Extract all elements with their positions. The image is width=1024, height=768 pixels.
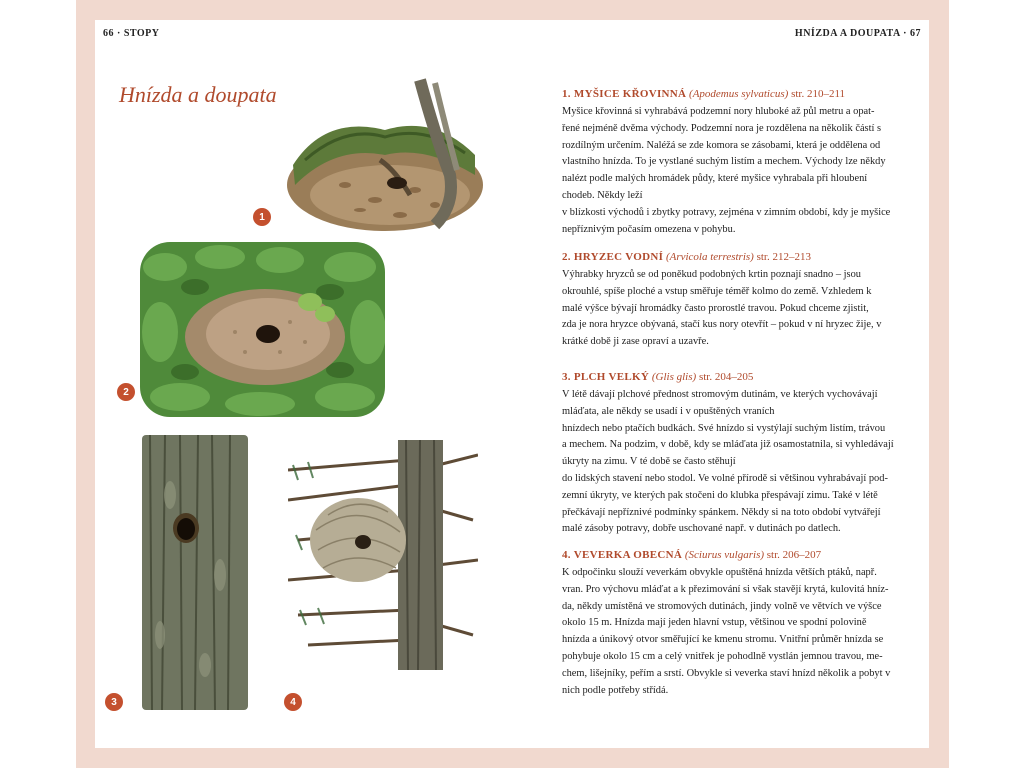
body-line: zemní úkryty, ve kterých pak stočeni do klubka přespávají zimu. Také v létě	[562, 489, 878, 501]
body-line: zda je nora hryzce obývaná, stačí kus nory otevřít – pokud v ní hryzec žije, v	[562, 319, 882, 331]
body-line: nich podle potřeby střídá.	[562, 684, 669, 696]
body-line: okolo 15 m. Hnízda mají jeden hlavní vstup, většinou ve spodní polovině	[562, 617, 867, 629]
body-line: hnízdech nebo ptačích budkách. Své hnízdo si vystýlají suchým listím, trávou	[562, 422, 886, 434]
entry-title	[562, 548, 907, 563]
entry-body	[562, 267, 907, 351]
water-vole-mound-illustration	[140, 242, 385, 417]
body-line: krátké době ji zase opraví a uzavře.	[562, 336, 709, 348]
body-line: mláďata, ale někdy se usadí i v opuštěných vraních	[562, 405, 775, 417]
entry-latin: (Apodemus sylvaticus)	[689, 88, 789, 100]
entry-pages: str. 206–207	[766, 549, 822, 561]
wood-mouse-burrow-illustration	[285, 75, 485, 235]
badge-3: 3	[105, 693, 123, 711]
body-line: vran. Pro výchovu mláďat a k přezimování si však stavějí krytá, kulovitá hníz-	[562, 583, 889, 595]
running-header-right: HNÍZDA A DOUPATA · 67	[794, 28, 921, 39]
body-line: a mechem. Na podzim, v době, kdy se mláďata již osamostatnila, si vyhledávají	[562, 439, 894, 451]
body-line: přečkávají nepříznivé podmínky spánkem. Někdy si na toto období vytvářejí	[562, 506, 881, 518]
entry-pages: str. 212–213	[756, 251, 811, 263]
entry-body	[562, 387, 907, 538]
body-line: chodeb. Někdy leží	[562, 189, 643, 201]
body-line: pohybuje okolo 15 cm a celý vnitřek je pohodlně vystlán jemnou travou, me-	[562, 650, 883, 662]
entry-label: 2. HRYZEC VODNÍ	[562, 251, 664, 263]
badge-4: 4	[284, 693, 302, 711]
entry-latin: (Glis glis)	[651, 371, 697, 383]
entry-body	[562, 104, 907, 238]
body-line: Výhrabky hryzců se od poněkud podobných krtin poznají snadno – jsou	[562, 269, 861, 280]
body-line: nalézt podle malých hromádek půdy, které myšice vyhrabala při hloubení	[562, 173, 868, 185]
body-line: Myšice křovinná si vyhrabává podzemní nory hluboké až půl metru a opat-	[562, 106, 875, 117]
entry-title	[562, 250, 907, 265]
body-line: V létě dávají plchové přednost stromovým dutinám, ve kterých vychovávají	[562, 389, 878, 400]
page-title: Hnízda a doupata	[119, 82, 277, 107]
body-line: hnízda a únikový otvor směřující ke kmenu stromu. Vnitřní průměr hnízda se	[562, 634, 884, 646]
entry-latin: (Arvicola terrestris)	[665, 251, 754, 263]
entry-red-squirrel	[562, 548, 907, 699]
entry-label: 4. VEVERKA OBECNÁ	[562, 549, 683, 561]
entry-wood-mouse	[562, 87, 907, 238]
squirrel-drey-illustration	[288, 440, 478, 670]
entry-title	[562, 87, 907, 102]
body-line: K odpočinku slouží veverkám obvykle opuštěná hnízda větších ptáků, např.	[562, 567, 877, 578]
body-line: rozdílným určením. Naléžá se zde komora se zásobami, která je oddělena od	[562, 139, 881, 151]
book-spread	[95, 20, 929, 748]
entry-label: 3. PLCH VELKÝ	[562, 371, 650, 383]
entry-pages: str. 210–211	[791, 88, 846, 100]
entry-latin: (Sciurus vulgaris)	[684, 549, 765, 561]
body-line: okrouhlé, spíše ploché a vstup směřuje téměř kolmo do země. Vzhledem k	[562, 285, 872, 297]
body-line: řené nejméně dvěma východy. Podzemní nora je rozdělena na několik částí s	[562, 122, 882, 134]
entry-water-vole	[562, 250, 907, 351]
entry-title	[562, 370, 907, 385]
dormouse-tree-hollow-illustration	[140, 435, 250, 710]
entry-pages: str. 204–205	[698, 371, 754, 383]
body-line: malé výšce bývají hromádky často prorostlé travou. Pokud chceme zjistit,	[562, 302, 869, 314]
badge-1: 1	[253, 208, 271, 226]
entry-label: 1. MYŠICE KŘOVINNÁ	[562, 88, 687, 100]
running-header-left: 66 · STOPY	[103, 28, 160, 39]
entry-edible-dormouse	[562, 370, 907, 538]
entry-body	[562, 565, 907, 699]
body-line: da, někdy umístěná ve stromových dutinách, jindy volně ve větvích ve výšce	[562, 600, 882, 612]
body-line: do lidských stavení nebo stodol. Ve volné přírodě si většinou vyhrabávají pod-	[562, 472, 888, 484]
body-line: v blízkosti východů i zbytky potravy, zejména v zimním období, kdy je myšice	[562, 206, 891, 218]
body-line: vlastního hnízda. To je vystlané suchým listím a mechem. Východy lze někdy	[562, 156, 886, 168]
body-line: malé zásoby potravy, dobře uschované např. v dutinách po datlech.	[562, 523, 841, 535]
badge-2: 2	[117, 383, 135, 401]
body-line: chem, lišejníky, peřím a srstí. Obvykle si veverka staví hnízd několik a pobyt v	[562, 667, 891, 679]
body-line: nepříznivým počasím omezena v pohybu.	[562, 223, 736, 235]
body-line: úkryty na zimu. V té době se často stěhují	[562, 456, 736, 468]
